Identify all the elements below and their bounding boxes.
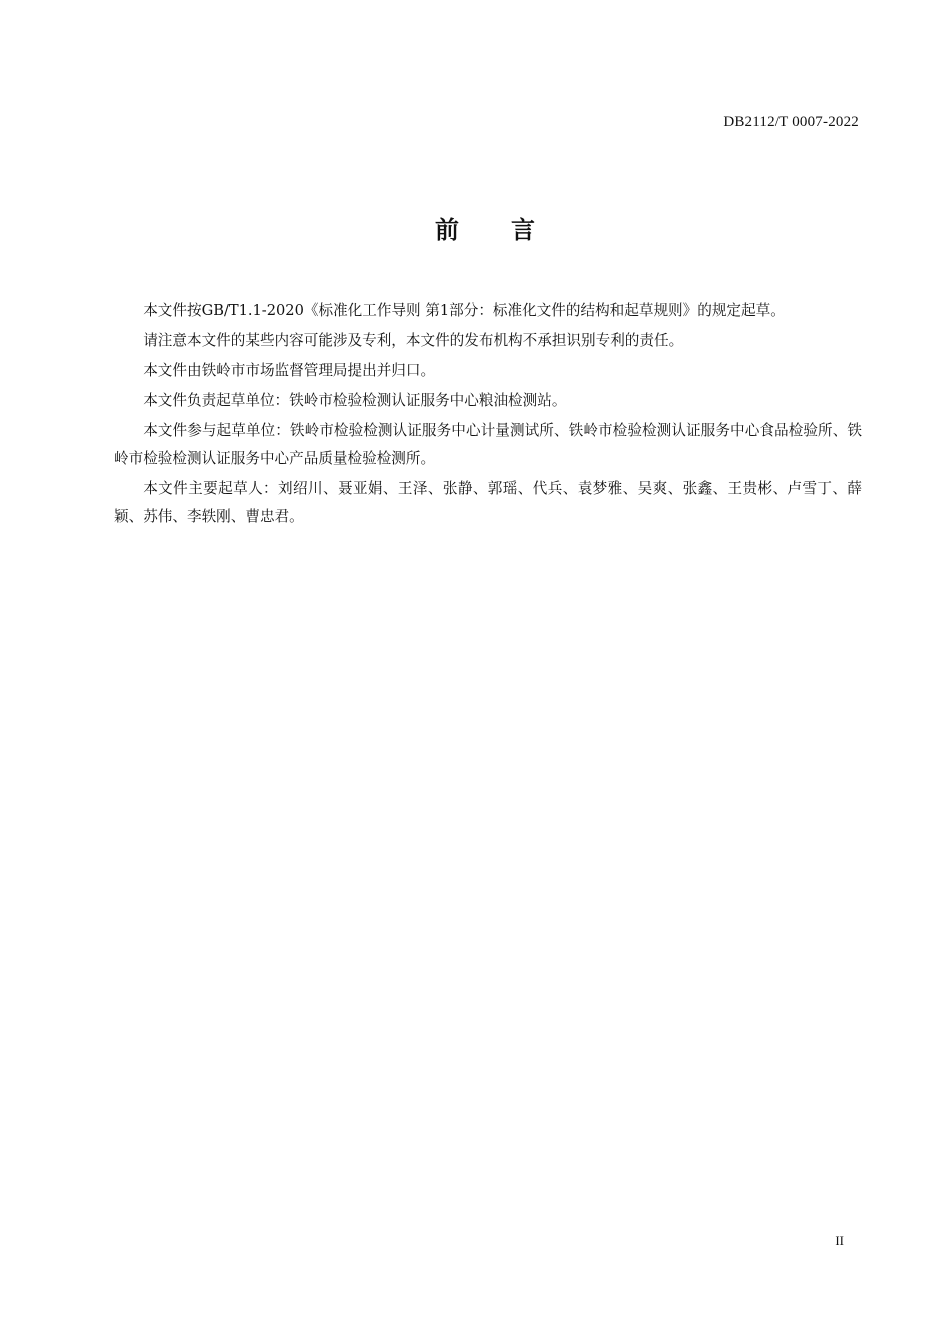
title-char-2: 言	[511, 216, 537, 244]
foreword-body	[114, 297, 862, 531]
paragraph-proposer: 本文件由铁岭市市场监督管理局提出并归口。	[143, 362, 436, 379]
paragraph-patent-notice: 请注意本文件的某些内容可能涉及专利，本文件的发布机构不承担识别专利的责任。	[143, 332, 684, 349]
paragraph-drafting-rules: 本文件按GB/T1.1-2020《标准化工作导则 第1部分：标准化文件的结构和起草规则》的规定起草。	[143, 302, 785, 319]
page-title	[0, 210, 950, 245]
paragraph-main-drafters: 本文件主要起草人：刘绍川、聂亚娟、王泽、张静、郭瑶、代兵、袁梦雅、吴爽、张鑫、王贵彬、卢雪丁、薛颖、苏伟、李轶刚、曹忠君。	[114, 480, 862, 525]
paragraph-participating-drafters: 本文件参与起草单位：铁岭市检验检测认证服务中心计量测试所、铁岭市检验检测认证服务中心食品检验所、铁岭市检验检测认证服务中心产品质量检验检测所。	[114, 422, 862, 467]
title-char-1: 前	[435, 216, 461, 244]
paragraph-lead-drafter: 本文件负责起草单位：铁岭市检验检测认证服务中心粮油检测站。	[143, 392, 567, 409]
document-code: DB2112/T 0007-2022	[723, 114, 859, 130]
page-number: II	[835, 1233, 844, 1248]
